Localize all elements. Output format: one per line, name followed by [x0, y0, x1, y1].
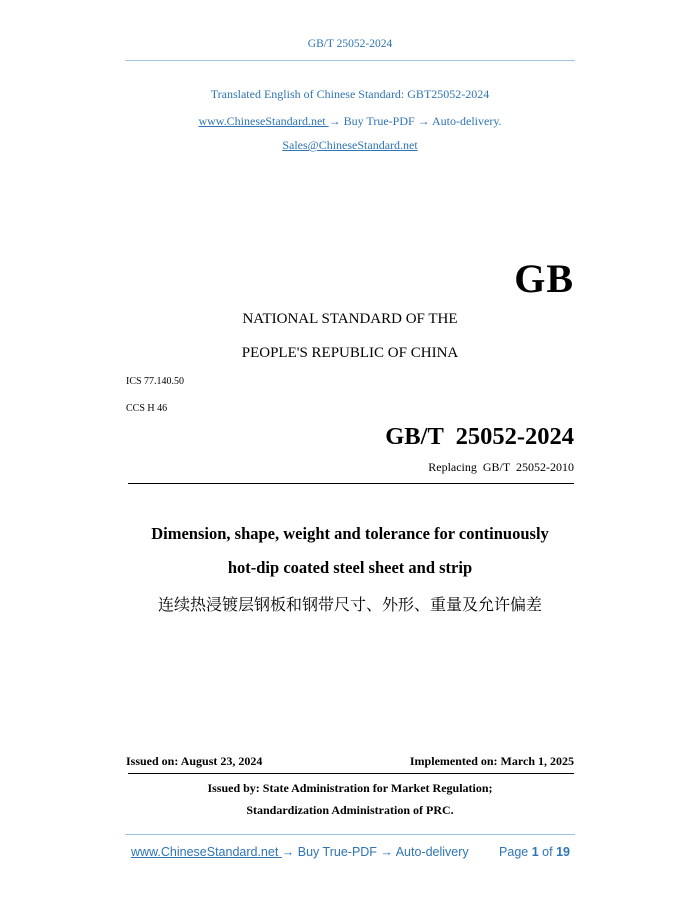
site-link[interactable]: www.ChineseStandard.net [198, 114, 329, 128]
of-label: of [542, 845, 553, 859]
national-standard-line2: PEOPLE'S REPUBLIC OF CHINA [241, 345, 459, 361]
title-line2: hot-dip coated steel sheet and strip [227, 558, 473, 577]
page-indicator [499, 845, 570, 859]
translated-notice: Translated English of Chinese Standard: GBT25052-2024 [210, 87, 490, 101]
cover-divider-bottom [128, 773, 574, 774]
buy-line [0, 114, 700, 129]
issued-by-line1: Issued by: State Administration for Market Regulation; [207, 781, 493, 795]
issued-on: Issued on: August 23, 2024 [126, 754, 263, 768]
title-chinese: 连续热浸镀层钢板和钢带尺寸、外形、重量及允许偏差 [157, 595, 542, 614]
page-total: 19 [556, 845, 570, 859]
ccs-code: CCS H 46 [126, 403, 168, 414]
gb-mark: GB [514, 256, 574, 301]
header-divider [125, 60, 575, 61]
footer-divider [125, 834, 575, 835]
cover-divider-top [128, 483, 574, 484]
header-standard-code: GB/T 25052-2024 [307, 38, 393, 50]
page-number: 1 [531, 845, 539, 859]
sales-email-link[interactable]: Sales@ChineseStandard.net [282, 138, 418, 152]
footer-buy-text: → Buy True-PDF → Auto-delivery [281, 845, 469, 859]
sales-line [0, 138, 700, 153]
page-label: Page [499, 845, 529, 859]
footer-buy-line [131, 845, 469, 859]
ics-code: ICS 77.140.50 [126, 376, 185, 387]
implemented-on: Implemented on: March 1, 2025 [409, 754, 574, 768]
standard-number: GB/T 25052-2024 [385, 423, 574, 450]
footer-site-link[interactable]: www.ChineseStandard.net [131, 845, 282, 859]
issued-by-line2: Standardization Administration of PRC. [246, 803, 454, 817]
title-line1: Dimension, shape, weight and tolerance for continuously [151, 524, 549, 543]
replacing-note: Replacing GB/T 25052-2010 [428, 460, 574, 474]
buy-text: → Buy True-PDF → Auto-delivery. [328, 114, 502, 128]
national-standard-line1: NATIONAL STANDARD OF THE [242, 311, 458, 327]
